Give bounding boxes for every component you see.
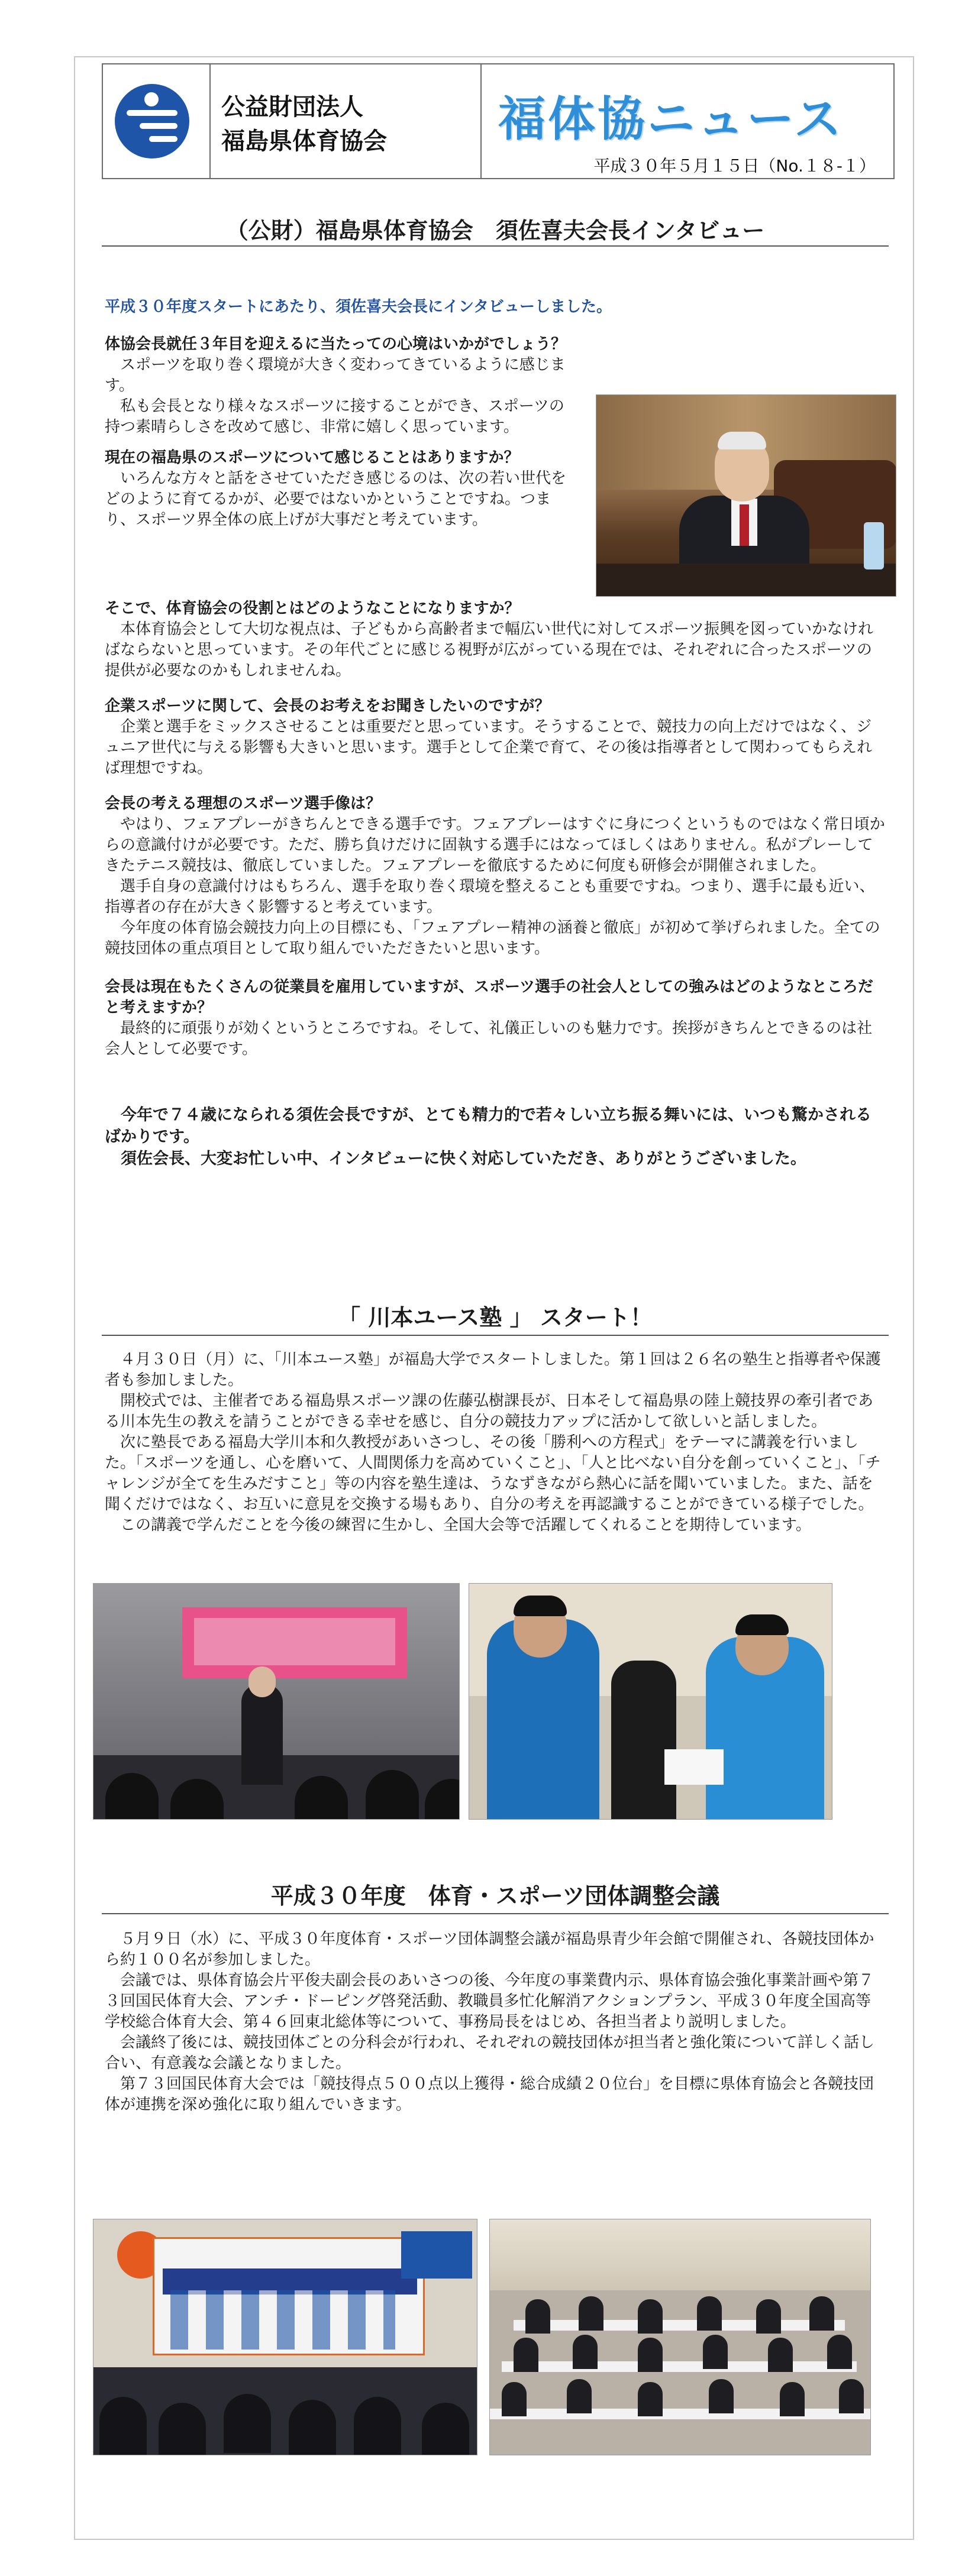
lecture-photo bbox=[93, 1583, 460, 1820]
conference-hall-photo bbox=[489, 2219, 871, 2455]
answer: 企業と選手をミックスさせることは重要だと思っています。そうすることで、競技力の向上だけではなく、ジュニア世代に与える影響も大きいと思います。選手として企業で育て、その後は指導者として関わってもらえれば理想ですね。 bbox=[105, 718, 873, 777]
newsletter-title: 福体協ニュース bbox=[498, 92, 844, 147]
issue-date: 平成３０年５月１５日（No.１８-１） bbox=[593, 156, 876, 176]
juku-body: ４月３０日（月）に、「川本ユース塾」が福島大学でスタートしました。第１回は２６名の塾生と指導者や保護者も参加しました。 開校式では、主催者である福島県スポーツ課の佐藤弘樹課長が、日本そして福島県の陸上競技界の牽引者である川本先生の教えを請うことができる幸せを感じ、自分の競技力アップに活かして欲しいと話しました。 次に塾長である福島大学川本和久教授があいさつし、その後「勝利への方程式」をテーマに講義を行いました。「スポーツを通し、心を磨いて、人間関係力を高めていくこと」、「人と比べない自分を創っていくこと」、「チャレンジが全てを生みだすこと」等の内容を塾生達は、うなずきながら熱心に話を聞いていました。また、話を聞くだけではなく、お互いに意見を交換する場もあり、自分の考えを再認識することができている様子でした。 この講義で学んだことを今後の練習に生かし、全国大会等で活躍してくれることを期待しています。 bbox=[105, 1351, 881, 1534]
answer: やはり、フェアプレーがきちんとできる選手です。フェアプレーはすぐに身につくというものではなく常日頃からの意識付けが必要です。ただ、勝ち負けだけに固執する選手にはなってほしくはありません。私がプレーしてきたテニス競技は、徹底していました。フェアプレーを徹底するために何度も研修会が開催されました。 選手自身の意識付けはもちろん、選手を取り巻く環境を整えることも重要ですね。つまり、選手に最も近い、指導者の存在が大きく影響すると考えています。 今年度の体育協会競技力向上の目標にも、「フェアプレー精神の涵養と徹底」が初めて挙げられました。全ての競技団体の重点項目として取り組んでいただきたいと思います。 bbox=[105, 815, 885, 957]
answer: 本体育協会として大切な視点は、子どもから高齢者まで幅広い世代に対してスポーツ振興を図っていかなければならないと思っています。その年代ごとに感じる視野が広がっている現在では、それぞれに合ったスポーツの提供が必要なのかもしれませんね。 bbox=[105, 620, 873, 679]
interview-title: （公財）福島県体育協会 須佐喜夫会長インタビュー bbox=[225, 218, 765, 244]
meeting-title: 平成３０年度 体育・スポーツ団体調整会議 bbox=[270, 1883, 720, 1909]
interview-lead: 平成３０年度スタートにあたり、須佐喜夫会長にインタビューしました。 bbox=[105, 298, 612, 316]
section-divider bbox=[102, 1913, 889, 1914]
qa-item bbox=[105, 448, 578, 530]
question: 体協会長就任３年目を迎えるに当たっての心境はいかがでしょう？ bbox=[105, 335, 567, 353]
question: 現在の福島県のスポーツについて感じることはありますか？ bbox=[105, 449, 519, 467]
qa-item bbox=[105, 696, 886, 779]
answer: いろんな方々と話をさせていただき感じるのは、次の若い世代をどのように育てるかが、必要ではないかということですね。つまり、スポーツ界全体の底上げが大事だと考えています。 bbox=[105, 470, 567, 529]
qa-item bbox=[105, 598, 886, 681]
question: そこで、体育協会の役割とはどのようなことになりますか？ bbox=[105, 600, 520, 617]
meeting-banner-photo bbox=[93, 2219, 477, 2455]
newsletter-header bbox=[102, 63, 895, 182]
organization-type: 公益財団法人 bbox=[221, 93, 363, 121]
question: 会長の考える理想のスポーツ選手像は？ bbox=[105, 795, 381, 813]
qa-item bbox=[105, 794, 886, 959]
interview-closing: 今年で７４歳になられる須佐会長ですが、とても精力的で若々しい立ち振る舞いには、いつも驚かされるばかりです。 須佐会長、大変お忙しい中、インタビューに快く対応していただき、ありがとうございました。 bbox=[105, 1106, 872, 1168]
newsletter-title-box bbox=[480, 63, 895, 179]
answer: スポーツを取り巻く環境が大きく変わってきているように感じます。 私も会長となり様々なスポーツに接することができ、スポーツの持つ素晴らしさを改めて感じ、非常に嬉しく思っています。 bbox=[105, 356, 566, 436]
answer: 最終的に頑張りが効くというところですね。そして、礼儀正しいのも魅力です。挨拶がきちんとできるのは社会人として必要です。 bbox=[105, 1020, 873, 1058]
association-logo-icon bbox=[115, 84, 189, 158]
students-photo bbox=[469, 1583, 832, 1820]
organization-box bbox=[102, 63, 482, 179]
qa-item bbox=[105, 977, 886, 1060]
meeting-body: ５月９日（水）に、平成３０年度体育・スポーツ団体調整会議が福島県青少年会館で開催され、各競技団体から約１００名が参加しました。 会議では、県体育協会片平俊夫副会長のあいさつの後、今年度の事業費内示、県体育協会強化事業計画や第７３回国民体育大会、アンチ・ドーピング啓発活動、教職員多忙化解消アクションプラン、平成３０年度全国高等学校総合体育大会、第４６回東北総体等について、事務局長をはじめ、各担当者より説明しました。 会議終了後には、競技団体ごとの分科会が行われ、それぞれの競技団体が担当者と強化策について詳しく話し合い、有意義な会議となりました。 第７３回国民体育大会では「競技得点５００点以上獲得・総合成績２０位台」を目標に県体育協会と各競技団体が連携を深め強化に取り組んでいきます。 bbox=[105, 1930, 875, 2114]
question: 企業スポーツに関して、会長のお考えをお聞きしたいのですが？ bbox=[105, 697, 550, 715]
interview-photo bbox=[596, 394, 896, 597]
section-divider bbox=[102, 245, 889, 247]
section-divider bbox=[102, 1335, 889, 1336]
organization-name: 福島県体育協会 bbox=[221, 128, 387, 155]
question: 会長は現在もたくさんの従業員を雇用していますが、スポーツ選手の社会人としての強みはどのようなところだと考えますか？ bbox=[105, 978, 873, 1017]
qa-item bbox=[105, 334, 578, 438]
newsletter-page bbox=[74, 56, 914, 2540]
juku-title: 「 川本ユース塾 」 スタート！ bbox=[338, 1305, 653, 1331]
